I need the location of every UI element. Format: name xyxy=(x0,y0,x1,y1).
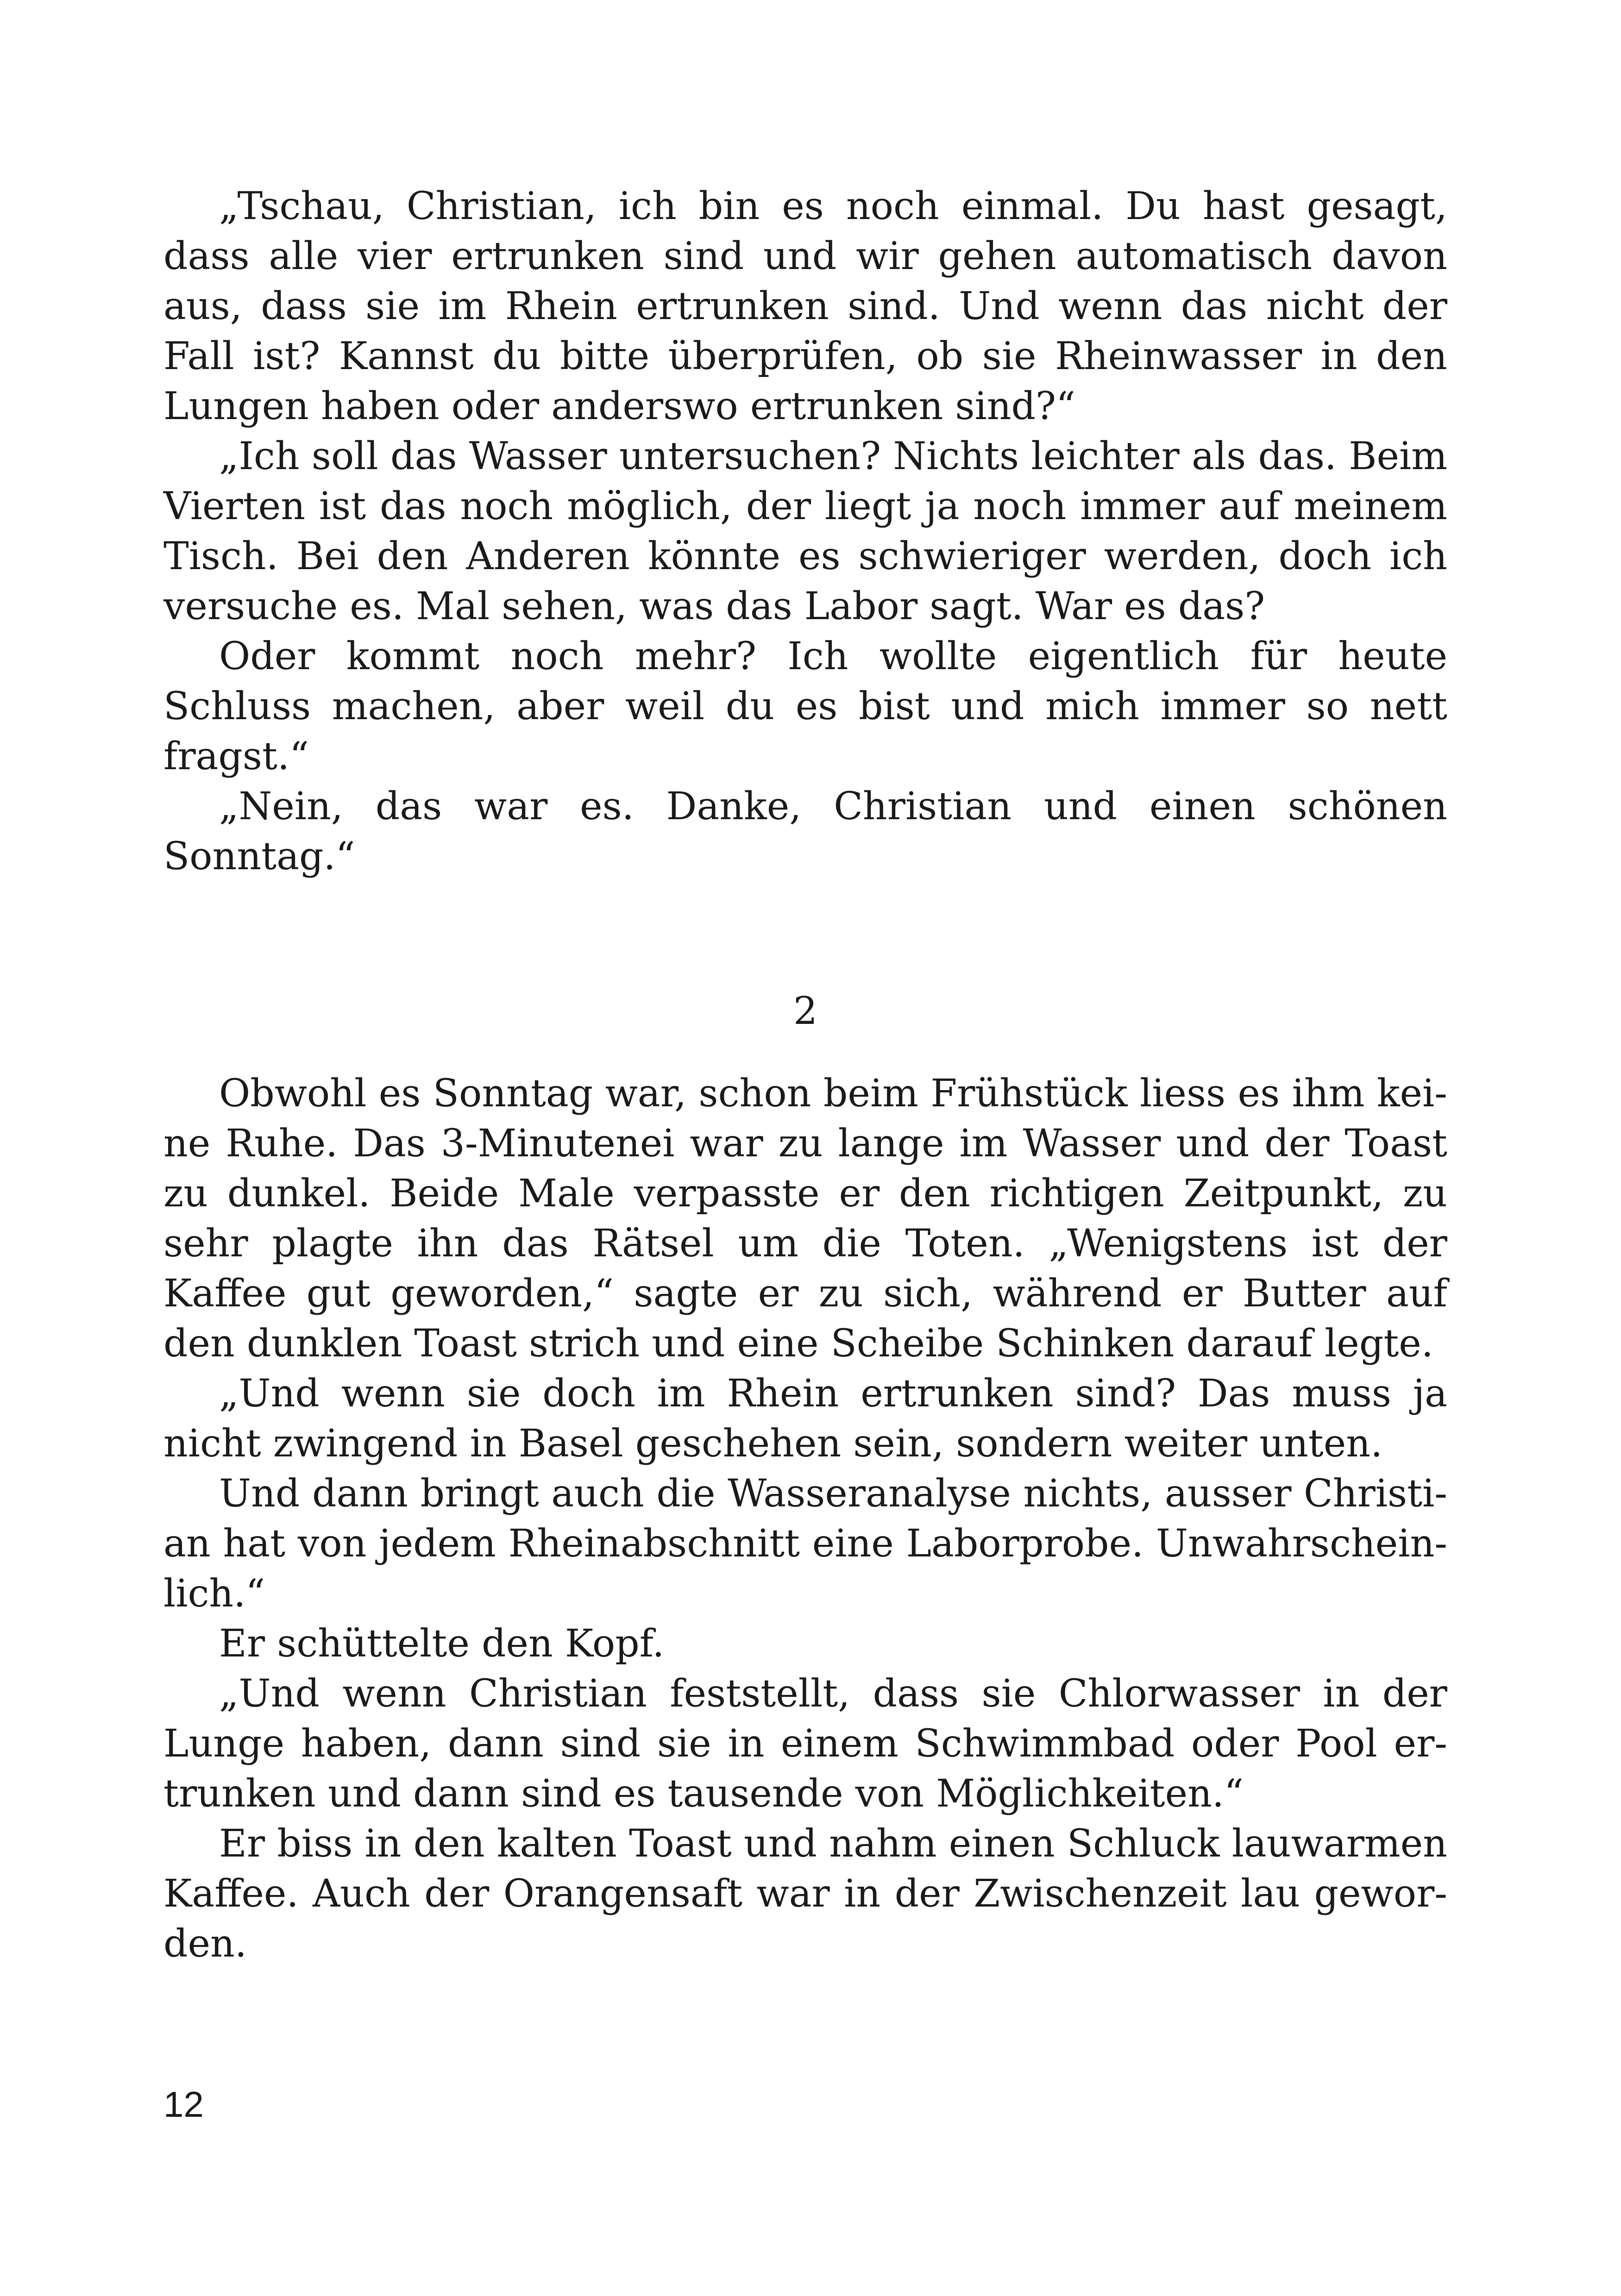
paragraph: „Und wenn sie doch im Rhein ertrunken sind? Das muss ja nicht zwingend in Basel geschehen sein, sondern weiter unten. xyxy=(163,1372,1447,1466)
paragraph: Und dann bringt auch die Wasseranalyse nichts, ausser Christian hat von jedem Rheinabschnitt eine Laborprobe. Unwahrscheinlich.“ xyxy=(163,1472,1447,1616)
paragraph: Er schüttelte den Kopf. xyxy=(219,1622,665,1666)
text-block-top xyxy=(163,182,1447,882)
text-block-bottom xyxy=(163,1069,1447,1969)
chapter-number: 2 xyxy=(793,989,818,1033)
paragraph: Obwohl es Sonntag war, schon beim Frühstück liess es ihm keine Ruhe. Das 3-Minutenei war zu lange im Wasser und der Toast zu dunkel. Beide Male verpasste er den richtigen Zeitpunkt, zu sehr plagte ihn das Rätsel um die Toten. „Wenigstens ist der Kaffee gut geworden,“ sagte er zu sich, während er Butter auf den dunklen Toast strich und eine Scheibe Schinken darauf legte. xyxy=(163,1072,1447,1366)
paragraph: „Und wenn Christian feststellt, dass sie Chlorwasser in der Lunge haben, dann sind sie in einem Schwimmbad oder Pool ertrunken und dann sind es tausende von Möglichkeiten.“ xyxy=(163,1672,1447,1816)
paragraph: „Nein, das war es. Danke, Christian und einen schönen Sonntag.“ xyxy=(163,784,1447,878)
paragraph: Oder kommt noch mehr? Ich wollte eigentlich für heute Schluss machen, aber weil du es bist und mich immer so nett fragst.“ xyxy=(163,634,1447,778)
paragraph: „Tschau, Christian, ich bin es noch einmal. Du hast gesagt, dass alle vier ertrunken sind und wir gehen automatisch davon aus, dass sie im Rhein ertrunken sind. Und wenn das nicht der Fall ist? Kannst du bitte überprüfen, ob sie Rheinwasser in den Lungen haben oder anderswo ertrunken sind?“ xyxy=(163,184,1447,428)
paragraph: „Ich soll das Wasser untersuchen? Nichts leichter als das. Beim Vierten ist das noch möglich, der liegt ja noch immer auf meinem Tisch. Bei den Anderen könnte es schwieriger werden, doch ich versuche es. Mal sehen, was das Labor sagt. War es das? xyxy=(163,434,1447,628)
page-number: 12 xyxy=(163,2084,204,2125)
paragraph: Er biss in den kalten Toast und nahm einen Schluck lauwarmen Kaffee. Auch der Orangensaft war in der Zwischenzeit lau geworden. xyxy=(163,1822,1447,1966)
